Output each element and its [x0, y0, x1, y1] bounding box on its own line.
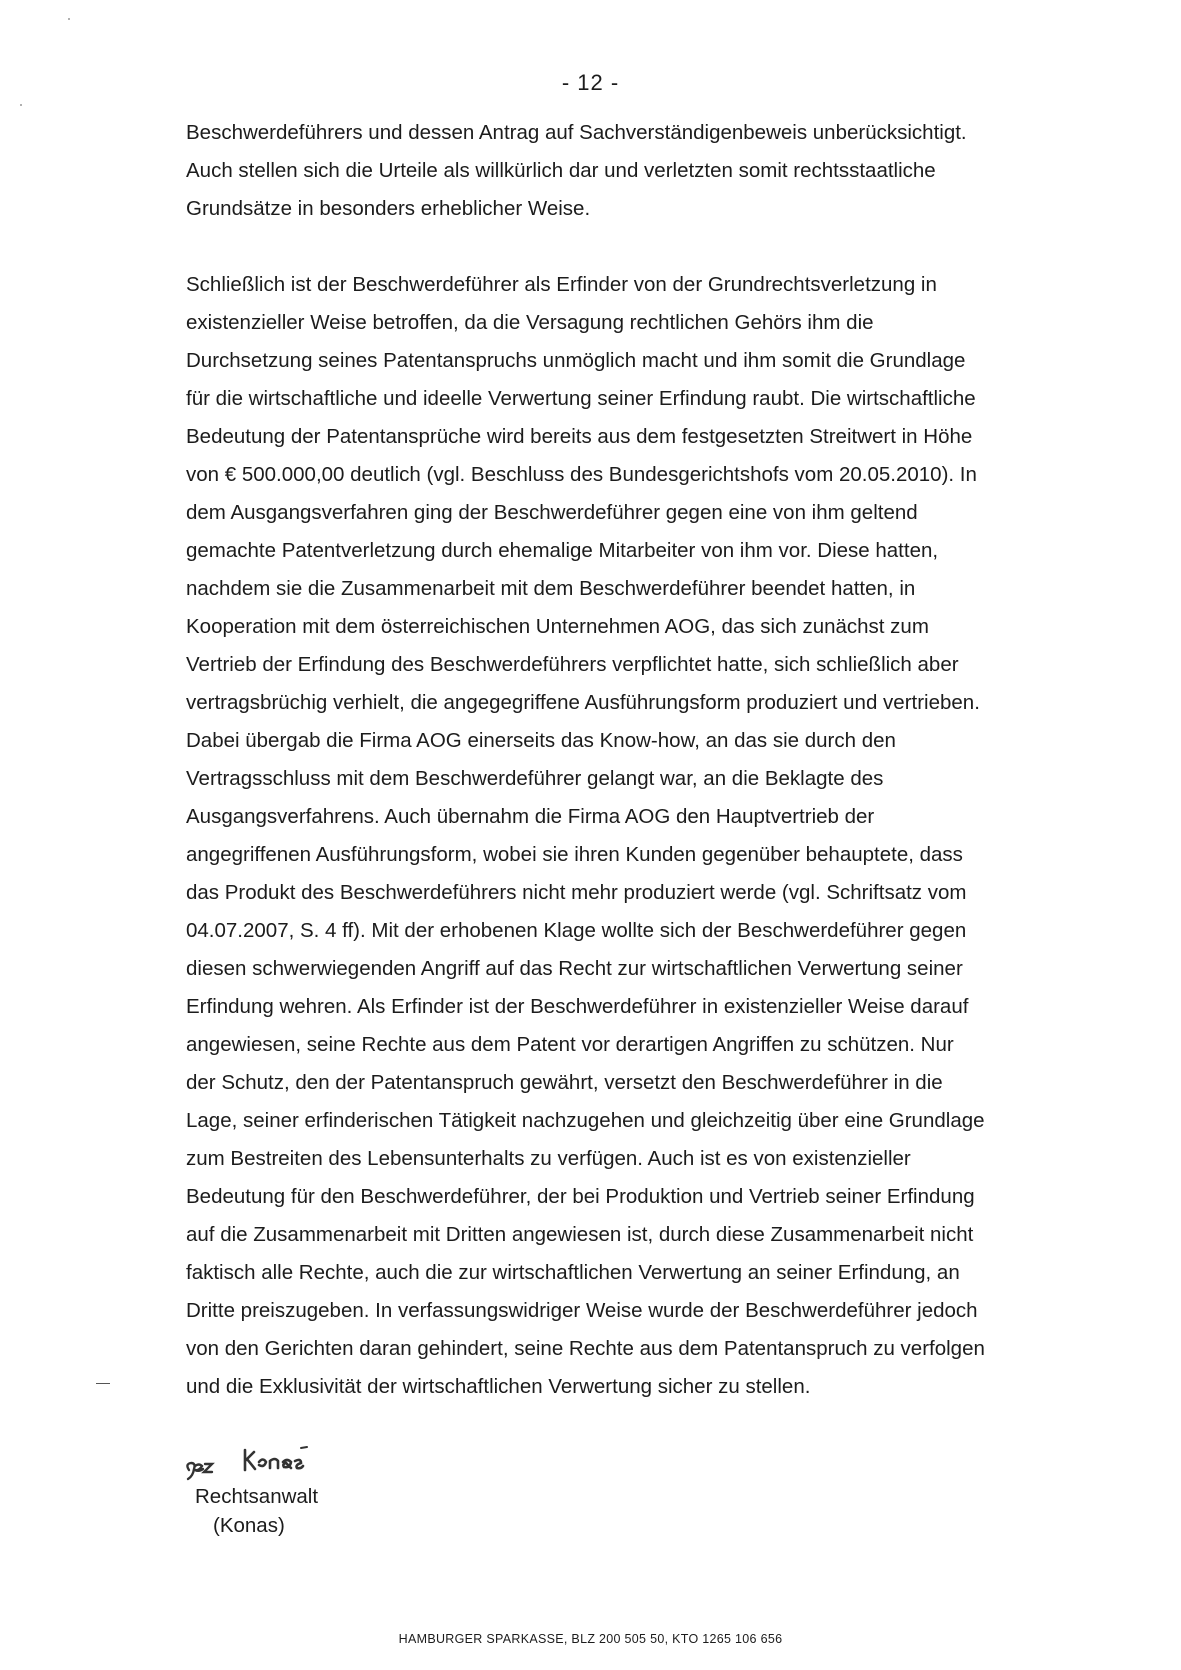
paragraph-line: existenzieller Weise betroffen, da die Versagung rechtlichen Gehörs ihm die	[186, 311, 874, 334]
paragraph-line: für die wirtschaftliche und ideelle Verwertung seiner Erfindung raubt. Die wirtschaftliche	[186, 387, 976, 410]
paragraph-line: vertragsbrüchig verhielt, die angegegriffene Ausführungsform produziert und vertrieben.	[186, 691, 980, 714]
paragraph-line: Dritte preiszugeben. In verfassungswidriger Weise wurde der Beschwerdeführer jedoch	[186, 1299, 978, 1322]
paragraph-line: von € 500.000,00 deutlich (vgl. Beschluss des Bundesgerichtshofs vom 20.05.2010). In	[186, 463, 977, 486]
paragraph-line: der Schutz, den der Patentanspruch gewährt, versetzt den Beschwerdeführer in die	[186, 1071, 943, 1094]
paragraph-2	[186, 266, 1086, 1406]
paragraph-line: Durchsetzung seines Patentanspruchs unmöglich macht und ihm somit die Grundlage	[186, 349, 966, 372]
paragraph-line: Vertragsschluss mit dem Beschwerdeführer gelangt war, an die Beklagte des	[186, 767, 884, 790]
paragraph-line: Schließlich ist der Beschwerdeführer als Erfinder von der Grundrechtsverletzung in	[186, 273, 937, 296]
paragraph-line: Grundsätze in besonders erheblicher Weise.	[186, 197, 591, 220]
paragraph-line: Kooperation mit dem österreichischen Unternehmen AOG, das sich zunächst zum	[186, 615, 929, 638]
page-number: - 12 -	[561, 70, 620, 95]
paragraph-line: 04.07.2007, S. 4 ff). Mit der erhobenen Klage wollte sich der Beschwerdeführer gegen	[186, 919, 967, 942]
paragraph-line: von den Gerichten daran gehindert, seine Rechte aus dem Patentanspruch zu verfolgen	[186, 1337, 985, 1360]
scan-speck	[20, 104, 22, 106]
paragraph-line: diesen schwerwiegenden Angriff auf das Recht zur wirtschaftlichen Verwertung seiner	[186, 957, 963, 980]
paragraph-line: angegriffenen Ausführungsform, wobei sie ihren Kunden gegenüber behauptete, dass	[186, 843, 963, 866]
margin-mark	[96, 1383, 110, 1384]
paragraph-line: auf die Zusammenarbeit mit Dritten angewiesen ist, durch diese Zusammenarbeit nicht	[186, 1223, 974, 1246]
paragraph-line: zum Bestreiten des Lebensunterhalts zu verfügen. Auch ist es von existenzieller	[186, 1147, 911, 1170]
paragraph-line: Dabei übergab die Firma AOG einerseits das Know-how, an das sie durch den	[186, 729, 896, 752]
paragraph-line: faktisch alle Rechte, auch die zur wirtschaftlichen Verwertung an seiner Erfindung, an	[186, 1261, 960, 1284]
paragraph-line: das Produkt des Beschwerdeführers nicht mehr produziert werde (vgl. Schriftsatz vom	[186, 881, 967, 904]
paragraph-line: Ausgangsverfahrens. Auch übernahm die Firma AOG den Hauptvertrieb der	[186, 805, 875, 828]
paragraph-line: gemachte Patentverletzung durch ehemalige Mitarbeiter von ihm vor. Diese hatten,	[186, 539, 939, 562]
signature-role: Rechtsanwalt	[195, 1485, 319, 1508]
handwritten-signature	[183, 1440, 503, 1480]
paragraph-line: Beschwerdeführers und dessen Antrag auf Sachverständigenbeweis unberücksichtigt.	[186, 121, 967, 144]
signature-mark	[183, 1440, 343, 1486]
scan-speck	[68, 18, 70, 20]
paragraph-line: Bedeutung der Patentansprüche wird bereits aus dem festgesetzten Streitwert in Höhe	[186, 425, 973, 448]
paragraph-line: nachdem sie die Zusammenarbeit mit dem Beschwerdeführer beendet hatten, in	[186, 577, 916, 600]
footer-bank-details: HAMBURGER SPARKASSE, BLZ 200 505 50, KTO 1265 106 656	[398, 1632, 783, 1646]
paragraph-line: Erfindung wehren. Als Erfinder ist der Beschwerdeführer in existenzieller Weise darauf	[186, 995, 969, 1018]
paragraph-line: angewiesen, seine Rechte aus dem Patent vor derartigen Angriffen zu schützen. Nur	[186, 1033, 954, 1056]
paragraph-line: dem Ausgangsverfahren ging der Beschwerdeführer gegen eine von ihm geltend	[186, 501, 918, 524]
signature-name: (Konas)	[213, 1514, 285, 1537]
paragraph-line: Bedeutung für den Beschwerdeführer, der bei Produktion und Vertrieb seiner Erfindung	[186, 1185, 975, 1208]
paragraph-line: Lage, seiner erfinderischen Tätigkeit nachzugehen und gleichzeitig über eine Grundlage	[186, 1109, 985, 1132]
paragraph-line: Auch stellen sich die Urteile als willkürlich dar und verletzten somit rechtsstaatliche	[186, 159, 936, 182]
paragraph-line: Vertrieb der Erfindung des Beschwerdeführers verpflichtet hatte, sich schließlich aber	[186, 653, 959, 676]
paragraph-line: und die Exklusivität der wirtschaftlichen Verwertung sicher zu stellen.	[186, 1375, 811, 1398]
paragraph-1	[186, 114, 1086, 228]
